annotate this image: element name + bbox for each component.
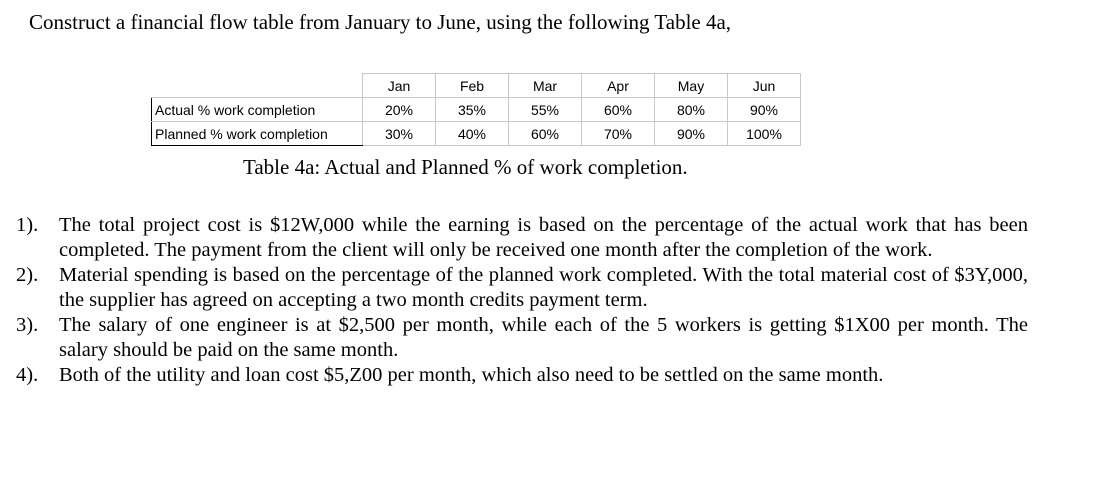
- task-number: 1).: [16, 214, 39, 236]
- task-text: The salary of one engineer is at $2,500 per month, while each of the 5 workers is getting $1X00 per month. The salary should be paid on the same month.: [59, 314, 1028, 361]
- month-header-may: May: [655, 74, 728, 98]
- table-cell: 80%: [655, 98, 728, 122]
- task-text: The total project cost is $12W,000 while the earning is based on the percentage of the actual work that has been completed. The payment from the client will only be received one month after the completion of the work.: [59, 214, 1028, 261]
- row-label-actual: Actual % work completion: [152, 98, 363, 122]
- task-number: 3).: [16, 314, 39, 336]
- table-cell: 90%: [655, 122, 728, 146]
- task-number: 4).: [16, 364, 39, 386]
- table-cell: 30%: [363, 122, 436, 146]
- task-text: Material spending is based on the percentage of the planned work completed. With the total material cost of $3Y,000, the supplier has agreed on accepting a two month credits payment term.: [59, 264, 1028, 311]
- table-cell: 20%: [363, 98, 436, 122]
- month-header-jun: Jun: [728, 74, 801, 98]
- task-item: [16, 213, 1028, 263]
- table-row-planned: [152, 122, 801, 146]
- month-header-jan: Jan: [363, 74, 436, 98]
- table-cell: 35%: [436, 98, 509, 122]
- table-cell: 90%: [728, 98, 801, 122]
- task-text: Both of the utility and loan cost $5,Z00 per month, which also need to be settled on the same month.: [59, 364, 884, 386]
- month-header-apr: Apr: [582, 74, 655, 98]
- table-cell: 70%: [582, 122, 655, 146]
- table-caption: Table 4a: Actual and Planned % of work completion.: [243, 155, 688, 179]
- task-item: [16, 363, 1028, 388]
- table-cell: 60%: [509, 122, 582, 146]
- instruction-text: Construct a financial flow table from January to June, using the following Table 4a,: [29, 10, 732, 34]
- table-cell: 60%: [582, 98, 655, 122]
- task-item: [16, 263, 1028, 313]
- row-label-planned: Planned % work completion: [152, 122, 363, 146]
- table-row-actual: [152, 98, 801, 122]
- table-header-row: [152, 74, 801, 98]
- month-header-feb: Feb: [436, 74, 509, 98]
- work-completion-table: [151, 73, 801, 146]
- table-cell: 40%: [436, 122, 509, 146]
- table-cell: 100%: [728, 122, 801, 146]
- task-number: 2).: [16, 264, 39, 286]
- task-item: [16, 313, 1028, 363]
- table-corner-cell: [152, 74, 363, 98]
- task-list: [16, 213, 1028, 388]
- table-cell: 55%: [509, 98, 582, 122]
- month-header-mar: Mar: [509, 74, 582, 98]
